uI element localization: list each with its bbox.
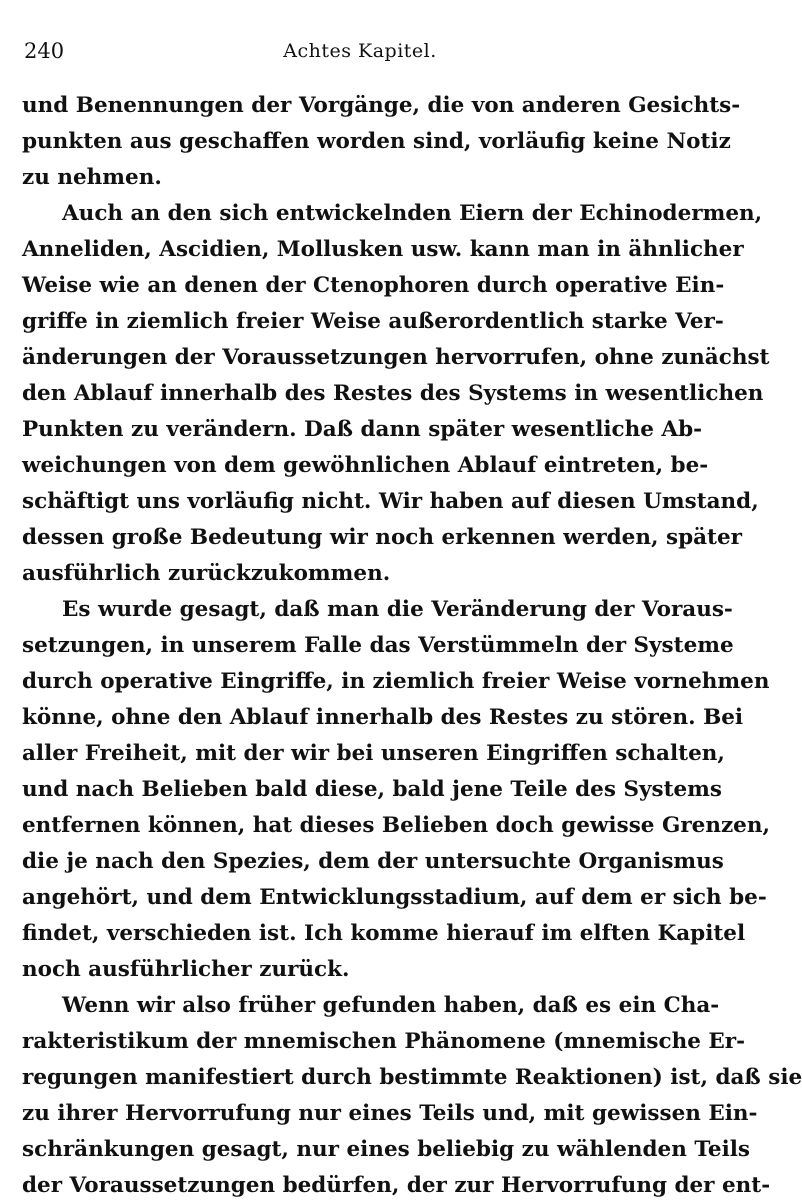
- text-line: Punkten zu verändern. Daß dann später wesentliche Ab-: [22, 417, 703, 442]
- text-line: entfernen können, hat dieses Belieben doch gewisse Grenzen,: [22, 813, 770, 838]
- text-line: durch operative Eingriffe, in ziemlich freier Weise vornehmen: [22, 669, 770, 694]
- text-line: Wenn wir also früher gefunden haben, daß es ein Cha-: [62, 993, 720, 1018]
- text-line: zu nehmen.: [22, 165, 162, 190]
- text-line: änderungen der Voraussetzungen hervorrufen, ohne zunächst: [22, 345, 770, 370]
- text-line: griffe in ziemlich freier Weise außerordentlich starke Ver-: [22, 309, 724, 334]
- chapter-title: Achtes Kapitel.: [283, 40, 437, 62]
- text-line: den Ablauf innerhalb des Restes des Systems in wesentlichen: [22, 381, 764, 406]
- text-line: Auch an den sich entwickelnden Eiern der Echinodermen,: [62, 201, 763, 226]
- text-line: schäftigt uns vorläufig nicht. Wir haben auf diesen Umstand,: [22, 489, 759, 514]
- text-line: der Voraussetzungen bedürfen, der zur Hervorrufung der ent-: [22, 1173, 771, 1198]
- text-line: weichungen von dem gewöhnlichen Ablauf eintreten, be-: [22, 453, 709, 478]
- text-line: rakteristikum der mnemischen Phänomene (mnemische Er-: [22, 1029, 746, 1054]
- page-number: 240: [24, 39, 65, 63]
- running-head: [22, 36, 698, 66]
- text-line: und Benennungen der Vorgänge, die von anderen Gesichts-: [22, 93, 741, 118]
- text-line: Anneliden, Ascidien, Mollusken usw. kann man in ähnlicher: [22, 237, 744, 262]
- text-line: die je nach den Spezies, dem der untersuchte Organismus: [22, 849, 724, 874]
- text-line: Es wurde gesagt, daß man die Veränderung der Voraus-: [62, 597, 733, 622]
- text-line: könne, ohne den Ablauf innerhalb des Restes zu stören. Bei: [22, 705, 744, 730]
- text-line: findet, verschieden ist. Ich komme hierauf im elften Kapitel: [22, 921, 746, 946]
- text-line: Weise wie an denen der Ctenophoren durch operative Ein-: [22, 273, 725, 298]
- book-page: [22, 36, 802, 1204]
- text-line: regungen manifestiert durch bestimmte Reaktionen) ist, daß sie: [22, 1065, 802, 1090]
- text-line: angehört, und dem Entwicklungsstadium, auf dem er sich be-: [22, 885, 767, 910]
- text-line: punkten aus geschaffen worden sind, vorläufig keine Notiz: [22, 129, 731, 154]
- text-line: setzungen, in unserem Falle das Verstümmeln der Systeme: [22, 633, 734, 658]
- body-text: [22, 88, 802, 1204]
- text-line: und nach Belieben bald diese, bald jene Teile des Systems: [22, 777, 723, 802]
- text-line: zu ihrer Hervorrufung nur eines Teils und, mit gewissen Ein-: [22, 1101, 758, 1126]
- text-line: ausführlich zurückzukommen.: [22, 561, 391, 586]
- text-line: aller Freiheit, mit der wir bei unseren Eingriffen schalten,: [22, 741, 725, 766]
- text-line: noch ausführlicher zurück.: [22, 957, 350, 982]
- text-line: schränkungen gesagt, nur eines beliebig zu wählenden Teils: [22, 1137, 751, 1162]
- text-line: dessen große Bedeutung wir noch erkennen werden, später: [22, 525, 742, 550]
